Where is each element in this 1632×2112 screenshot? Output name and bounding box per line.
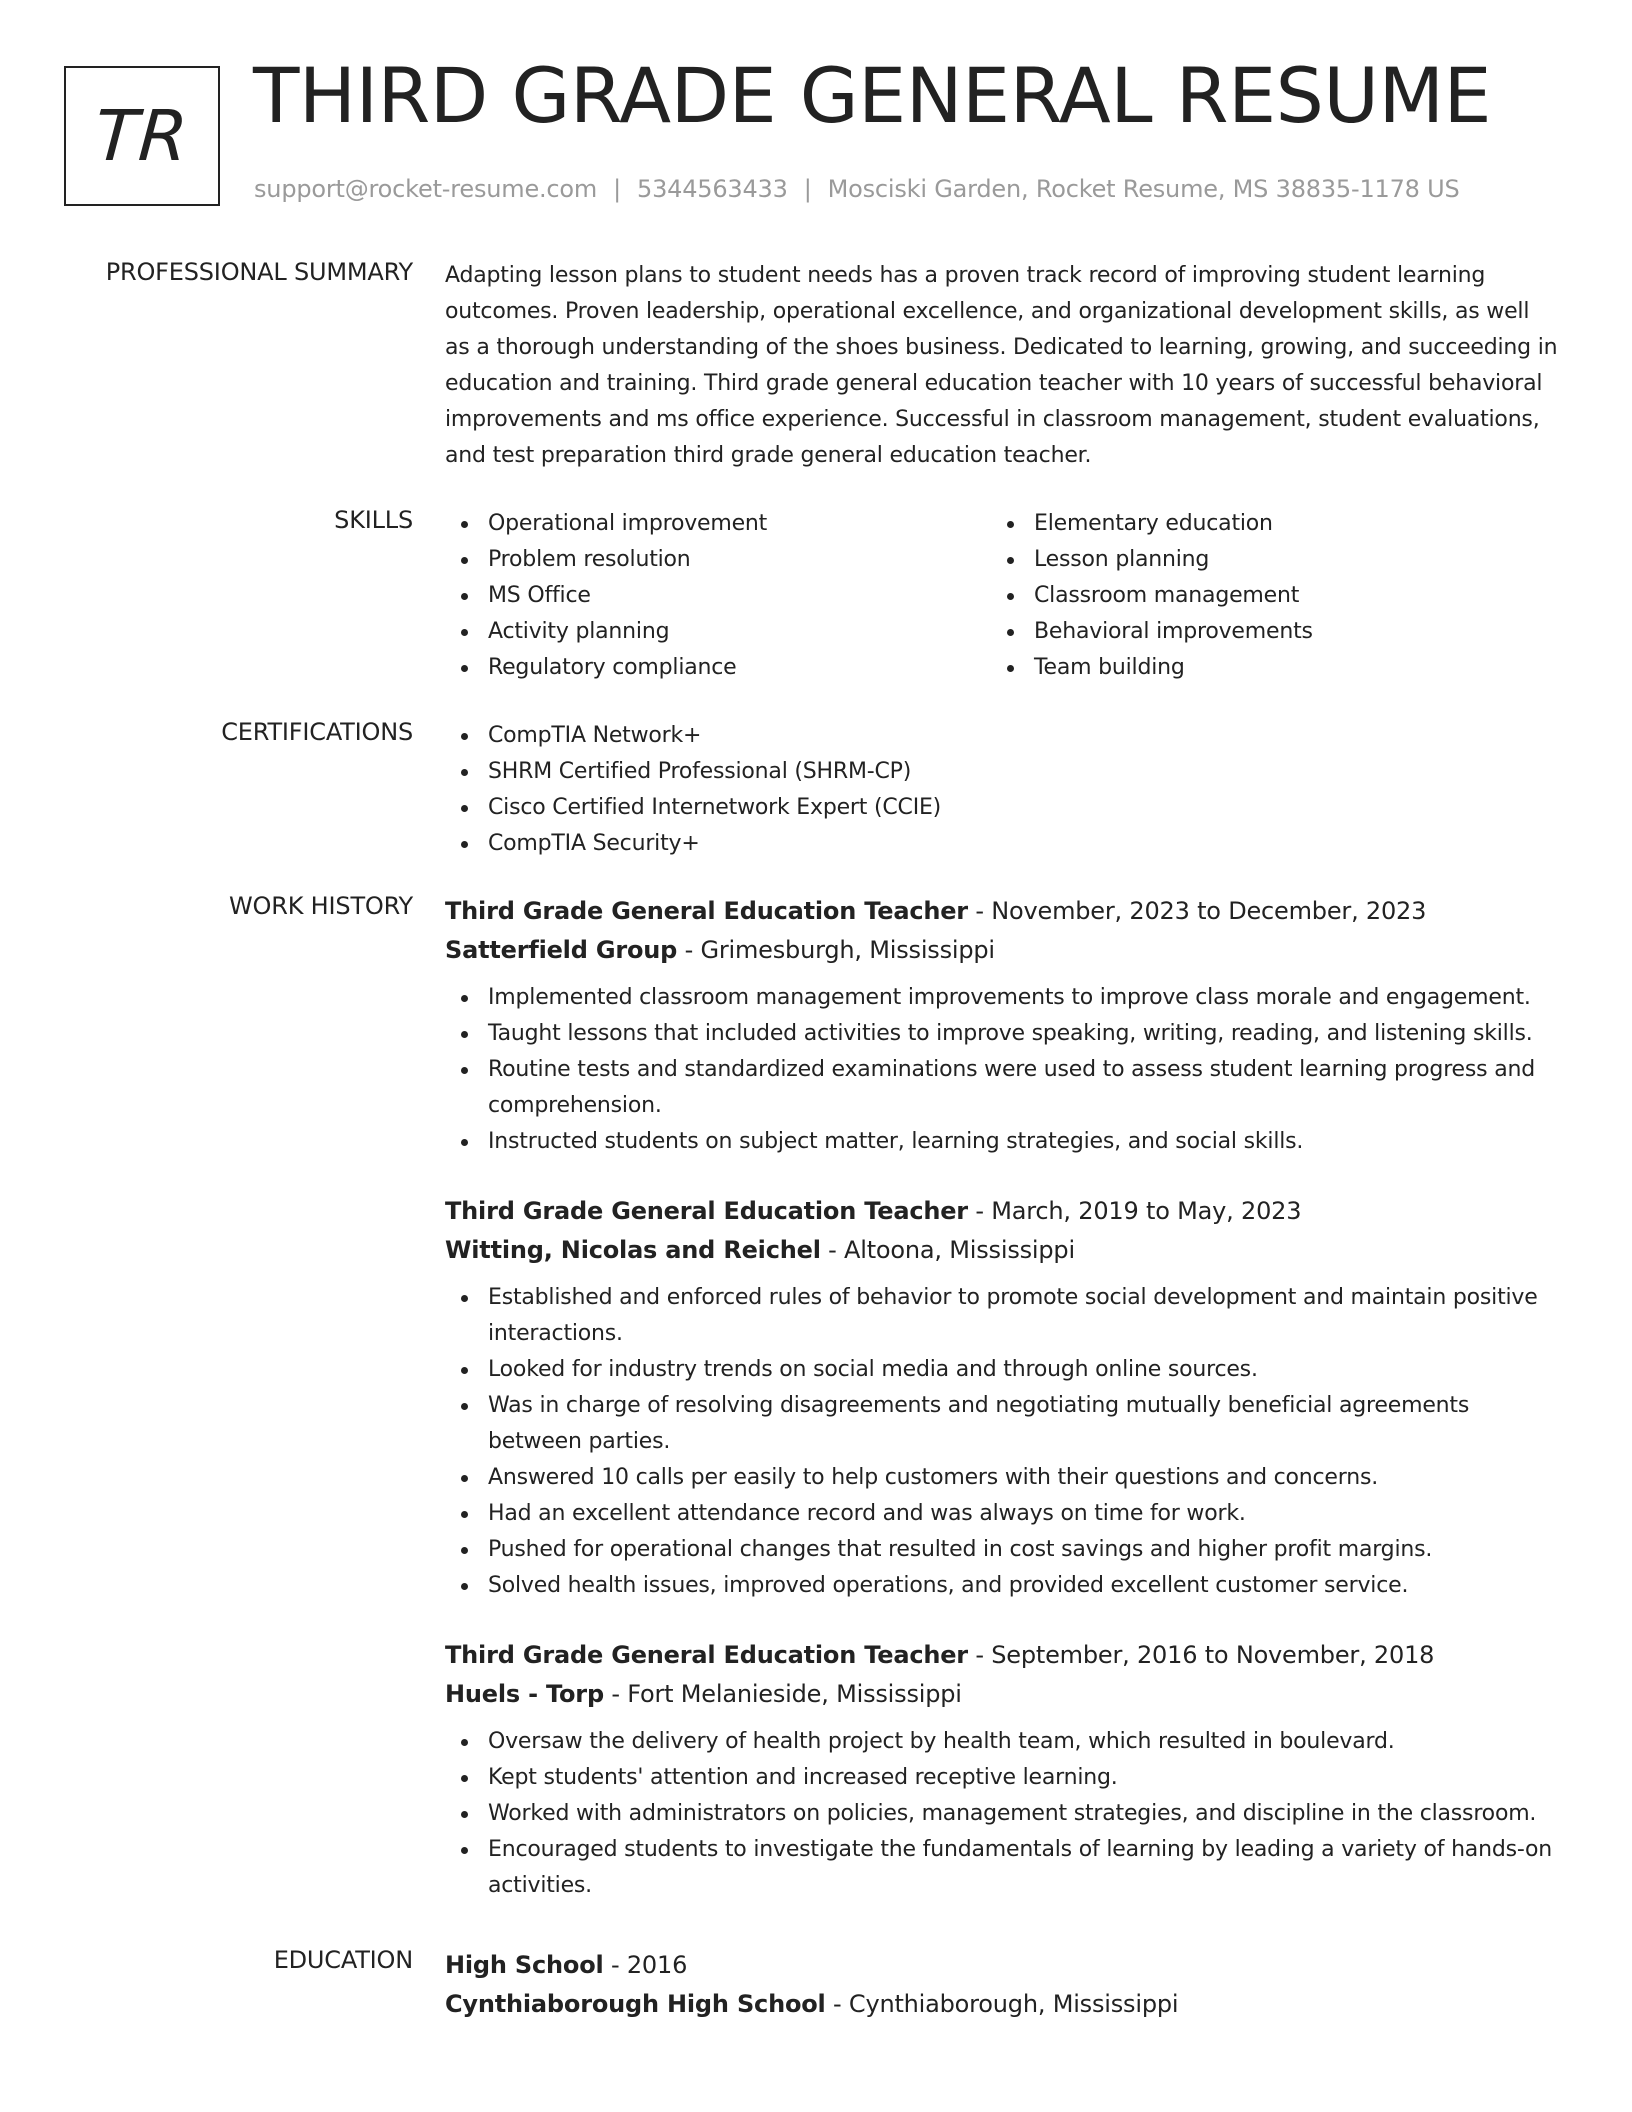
job-entry <box>445 1636 1560 1904</box>
job-dates: - November, 2023 to December, 2023 <box>967 897 1427 925</box>
job-company: Witting, Nicolas and Reichel <box>445 1236 821 1264</box>
certifications-body <box>445 718 1560 862</box>
skills-label: SKILLS <box>334 506 413 534</box>
certification-item: CompTIA Network+ <box>445 718 1560 754</box>
job-location: - Fort Melanieside, Mississippi <box>603 1680 962 1708</box>
contact-separator: | <box>803 175 812 203</box>
job-company: Huels - Torp <box>445 1680 604 1708</box>
skill-item: MS Office <box>445 578 991 614</box>
skill-item: Activity planning <box>445 614 991 650</box>
certifications-list <box>445 718 1560 862</box>
skill-item: Lesson planning <box>991 542 1537 578</box>
skill-item: Operational improvement <box>445 506 991 542</box>
contact-email[interactable]: support@rocket-resume.com <box>254 175 598 203</box>
job-bullet: Oversaw the delivery of health project by health team, which resulted in boulevard. <box>445 1724 1560 1760</box>
job-bullet: Implemented classroom management improvements to improve class morale and engagement. <box>445 980 1560 1016</box>
education-label: EDUCATION <box>273 1946 413 1974</box>
job-bullets <box>445 1280 1560 1604</box>
summary-label: PROFESSIONAL SUMMARY <box>105 258 413 286</box>
job-bullet: Instructed students on subject matter, learning strategies, and social skills. <box>445 1124 1560 1160</box>
job-bullet: Encouraged students to investigate the fundamentals of learning by leading a variety of hands-on activities. <box>445 1832 1560 1904</box>
job-title-line <box>445 1636 1560 1675</box>
contact-phone[interactable]: 5344563433 <box>637 175 788 203</box>
job-bullet: Taught lessons that included activities to improve speaking, writing, reading, and listening skills. <box>445 1016 1560 1052</box>
job-bullet: Worked with administrators on policies, management strategies, and discipline in the classroom. <box>445 1796 1560 1832</box>
job-bullet: Routine tests and standardized examinations were used to assess student learning progress and comprehension. <box>445 1052 1560 1124</box>
education-school-line <box>445 1985 1560 2024</box>
job-bullet: Pushed for operational changes that resulted in cost savings and higher profit margins. <box>445 1532 1560 1568</box>
work-history-label: WORK HISTORY <box>229 892 413 920</box>
job-bullet: Answered 10 calls per easily to help customers with their questions and concerns. <box>445 1460 1560 1496</box>
job-bullet: Had an excellent attendance record and was always on time for work. <box>445 1496 1560 1532</box>
job-company-line <box>445 1675 1560 1714</box>
certification-item: CompTIA Security+ <box>445 826 1560 862</box>
job-company-line <box>445 1231 1560 1270</box>
skill-item: Team building <box>991 650 1537 686</box>
job-location: - Grimesburgh, Mississippi <box>677 936 995 964</box>
job-title: Third Grade General Education Teacher <box>445 1641 968 1669</box>
work-history-body <box>445 892 1560 1936</box>
skill-item: Behavioral improvements <box>991 614 1537 650</box>
contact-line <box>254 175 1460 203</box>
job-bullet: Established and enforced rules of behavior to promote social development and maintain positive interactions. <box>445 1280 1560 1352</box>
resume-title: THIRD GRADE GENERAL RESUME <box>253 51 1492 140</box>
education-school: Cynthiaborough High School <box>445 1990 826 2018</box>
education-degree: High School <box>445 1951 604 1979</box>
certification-item: Cisco Certified Internetwork Expert (CCIE) <box>445 790 1560 826</box>
job-title-line <box>445 892 1560 931</box>
skill-item: Regulatory compliance <box>445 650 991 686</box>
job-entry <box>445 892 1560 1160</box>
skills-list-left <box>445 506 991 686</box>
job-bullet: Was in charge of resolving disagreements and negotiating mutually beneficial agreements between parties. <box>445 1388 1560 1460</box>
job-company: Satterfield Group <box>445 936 678 964</box>
job-title-line <box>445 1192 1560 1231</box>
job-title: Third Grade General Education Teacher <box>445 1197 968 1225</box>
job-bullets <box>445 1724 1560 1904</box>
job-bullet: Solved health issues, improved operations, and provided excellent customer service. <box>445 1568 1560 1604</box>
job-entry <box>445 1192 1560 1604</box>
job-title: Third Grade General Education Teacher <box>445 897 968 925</box>
job-dates: - March, 2019 to May, 2023 <box>967 1197 1302 1225</box>
job-location: - Altoona, Mississippi <box>820 1236 1075 1264</box>
skills-list-right <box>991 506 1537 686</box>
job-company-line <box>445 931 1560 970</box>
skills-body <box>445 506 1560 686</box>
education-degree-line <box>445 1946 1560 1985</box>
contact-address: Mosciski Garden, Rocket Resume, MS 38835-1178 US <box>827 175 1460 203</box>
education-body <box>445 1946 1560 2024</box>
skill-item: Problem resolution <box>445 542 991 578</box>
education-location: - Cynthiaborough, Mississippi <box>825 1990 1179 2018</box>
job-dates: - September, 2016 to November, 2018 <box>967 1641 1435 1669</box>
education-year: - 2016 <box>603 1951 688 1979</box>
summary-body <box>445 258 1560 474</box>
skill-item: Classroom management <box>991 578 1537 614</box>
monogram-initials: TR <box>92 95 192 177</box>
job-bullets <box>445 980 1560 1160</box>
monogram-logo <box>64 66 220 206</box>
certifications-label: CERTIFICATIONS <box>221 718 413 746</box>
job-bullet: Kept students' attention and increased receptive learning. <box>445 1760 1560 1796</box>
job-bullet: Looked for industry trends on social media and through online sources. <box>445 1352 1560 1388</box>
contact-separator: | <box>613 175 621 203</box>
summary-text: Adapting lesson plans to student needs has a proven track record of improving student learning outcomes. Proven leadership, operational excellence, and organizational development skills, as well as a thorough understanding of the shoes business. Dedicated to learning, growing, and succeeding in education and training. Third grade general education teacher with 10 years of successful behavioral improvements and ms office experience. Successful in classroom management, student evaluations, and test preparation third grade general education teacher. <box>445 263 1558 468</box>
certification-item: SHRM Certified Professional (SHRM-CP) <box>445 754 1560 790</box>
skill-item: Elementary education <box>991 506 1537 542</box>
